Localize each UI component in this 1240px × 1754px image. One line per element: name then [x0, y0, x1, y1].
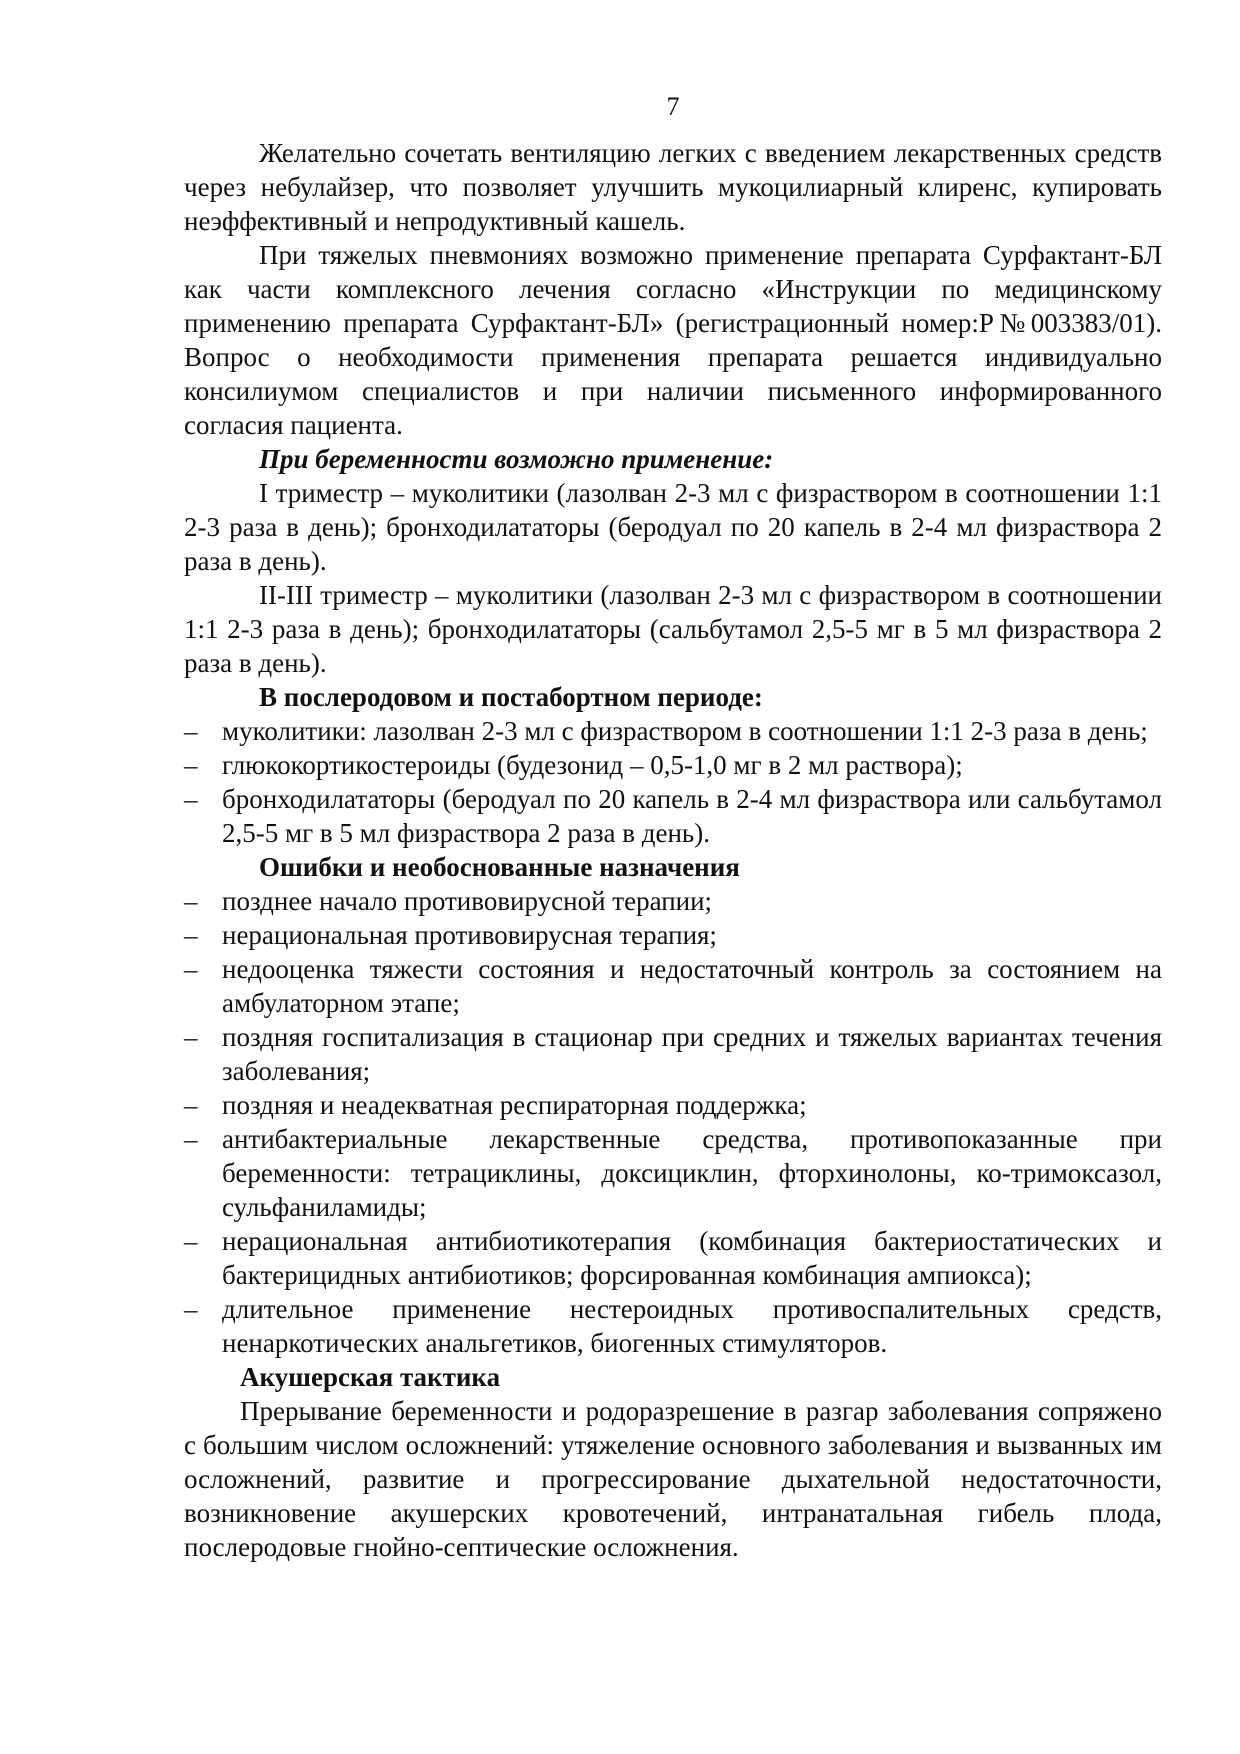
dash-bullet: –	[184, 886, 198, 916]
list-item	[184, 1122, 1162, 1224]
paragraph-trimester-2-3: II-III триместр – муколитики (лазолван 2-3 мл с физраствором в соотношении 1:1 2-3 раза в день); бронходилататоры (сальбутамол 2,5-5 мг в 5 мл физраствора 2 раза в день).	[184, 580, 1162, 678]
list-item	[184, 782, 1162, 850]
heading-obstetric-tactics: Акушерская тактика	[240, 1362, 501, 1392]
document-body	[184, 136, 1162, 1564]
dash-bullet: –	[184, 1022, 198, 1052]
dash-bullet: –	[184, 784, 198, 814]
list-item	[184, 1224, 1162, 1292]
postpartum-list	[184, 714, 1162, 850]
paragraph-trimester-1: I триместр – муколитики (лазолван 2-3 мл с физраствором в соотношении 1:1 2-3 раза в день); бронходилататоры (беродуал по 20 капель в 2-4 мл физраствора 2 раза в день).	[184, 478, 1162, 576]
paragraph-nebulizer: Желательно сочетать вентиляцию легких с введением лекарственных средств через небулайзер, что позволяет улучшить мукоцилиарный клиренс, купировать неэффективный и непродуктивный кашель.	[184, 138, 1162, 236]
list-item	[184, 1088, 1162, 1122]
heading-postpartum: В послеродовом и постабортном периоде:	[259, 682, 763, 712]
list-item-text: нерациональная противовирусная терапия;	[222, 920, 717, 950]
dash-bullet: –	[184, 1294, 198, 1324]
dash-bullet: –	[184, 1226, 198, 1256]
list-item	[184, 884, 1162, 918]
list-item	[184, 714, 1162, 748]
list-item-text: недооценка тяжести состояния и недостаточный контроль за состоянием на амбулаторном этапе;	[222, 954, 1162, 1018]
list-item-text: поздняя и неадекватная респираторная поддержка;	[222, 1090, 807, 1120]
dash-bullet: –	[184, 1090, 198, 1120]
page-number: 7	[666, 92, 680, 121]
list-item	[184, 748, 1162, 782]
heading-errors: Ошибки и необоснованные назначения	[259, 852, 740, 882]
list-item-text: бронходилататоры (беродуал по 20 капель в 2-4 мл физраствора или сальбутамол 2,5-5 мг в 5 мл физраствора 2 раза в день).	[222, 784, 1162, 848]
errors-list	[184, 884, 1162, 1360]
list-item-text: муколитики: лазолван 2-3 мл с физраствором в соотношении 1:1 2-3 раза в день;	[222, 716, 1148, 746]
list-item-text: антибактериальные лекарственные средства, противопоказанные при беременности: тетрациклины, доксициклин, фторхинолоны, ко-тримоксазол, сульфаниламиды;	[222, 1124, 1162, 1222]
paragraph-obstetric-tactics: Прерывание беременности и родоразрешение в разгар заболевания сопряжено с большим числом осложнений: утяжеление основного заболевания и вызванных им осложнений, развитие и прогрессирование дыхательной недостаточности, возникновение акушерских кровотечений, интранатальная гибель плода, послеродовые гнойно-септические осложнения.	[184, 1396, 1162, 1562]
list-item-text: поздняя госпитализация в стационар при средних и тяжелых вариантах течения заболевания;	[222, 1022, 1162, 1086]
list-item-text: позднее начало противовирусной терапии;	[222, 886, 713, 916]
dash-bullet: –	[184, 1124, 198, 1154]
paragraph-surfactant: При тяжелых пневмониях возможно применение препарата Сурфактант-БЛ как части комплексного лечения согласно «Инструкции по медицинскому применению препарата Сурфактант-БЛ» (регистрационный номер:Р№003383/01). Вопрос о необходимости применения препарата решается индивидуально консилиумом специалистов и при наличии письменного информированного согласия пациента.	[184, 240, 1162, 440]
heading-pregnancy: При беременности возможно применение:	[259, 444, 774, 474]
list-item	[184, 1292, 1162, 1360]
list-item-text: глюкокортикостероиды (будезонид – 0,5-1,0 мг в 2 мл раствора);	[222, 750, 963, 780]
dash-bullet: –	[184, 750, 198, 780]
list-item-text: длительное применение нестероидных противоспалительных средств, ненаркотических анальгетиков, биогенных стимуляторов.	[222, 1294, 1162, 1358]
list-item	[184, 952, 1162, 1020]
dash-bullet: –	[184, 920, 198, 950]
list-item	[184, 918, 1162, 952]
dash-bullet: –	[184, 954, 198, 984]
list-item-text: нерациональная антибиотикотерапия (комбинация бактериостатических и бактерицидных антибиотиков; форсированная комбинация ампиокса);	[222, 1226, 1162, 1290]
list-item	[184, 1020, 1162, 1088]
dash-bullet: –	[184, 716, 198, 746]
